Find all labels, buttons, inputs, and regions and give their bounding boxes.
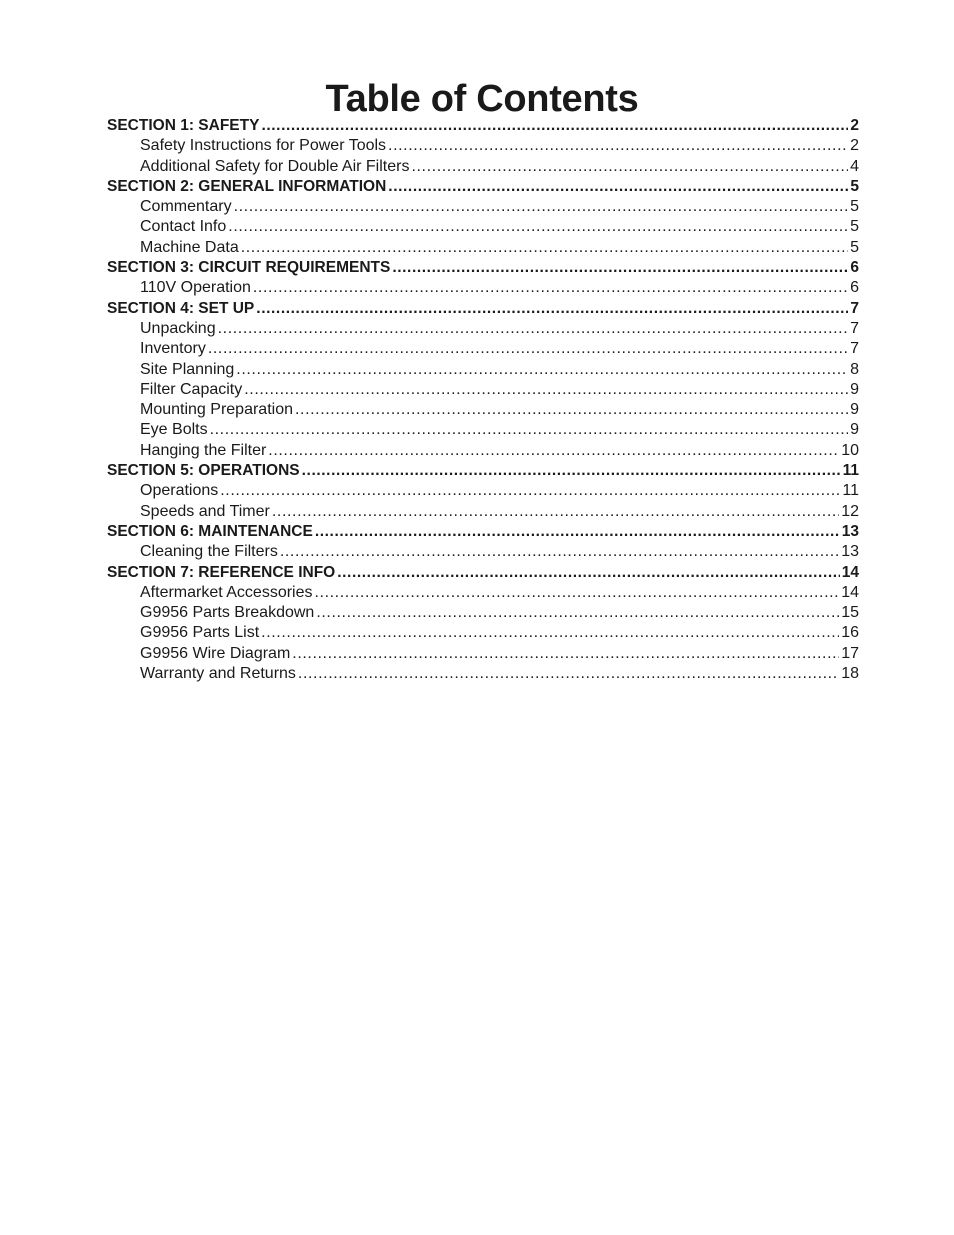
toc-entry-page-number: 13 — [841, 543, 859, 561]
dot-leader — [253, 278, 848, 298]
toc-entry-label: Operations — [140, 482, 219, 500]
dot-leader — [220, 481, 840, 501]
toc-entry-label: 110V Operation — [140, 279, 251, 297]
toc-entry-label: SECTION 4: SET UP — [107, 299, 255, 317]
toc-entry-page-number: 9 — [850, 380, 859, 398]
dot-leader — [256, 299, 848, 319]
toc-entry-label: Inventory — [140, 340, 206, 358]
toc-entry-page-number: 13 — [841, 522, 859, 540]
toc-entry-label: Contact Info — [140, 218, 227, 236]
toc-subsection-entry[interactable] — [107, 664, 859, 684]
toc-entry-label: Cleaning the Filters — [140, 543, 278, 561]
toc-subsection-entry[interactable] — [107, 238, 859, 258]
dot-leader — [241, 238, 848, 258]
toc-entry-label: Warranty and Returns — [140, 665, 296, 683]
dot-leader — [268, 441, 839, 461]
toc-entry-page-number: 9 — [850, 421, 859, 439]
dot-leader — [315, 522, 840, 542]
toc-subsection-entry[interactable] — [107, 481, 859, 501]
toc-entry-page-number: 5 — [850, 238, 859, 256]
toc-entry-page-number: 14 — [841, 583, 859, 601]
toc-entry-label: SECTION 1: SAFETY — [107, 117, 260, 134]
toc-entry-page-number: 12 — [841, 502, 859, 520]
toc-entry-label: Mounting Preparation — [140, 401, 293, 419]
toc-entry-label: G9956 Wire Diagram — [140, 644, 291, 662]
toc-section-entry[interactable] — [107, 563, 859, 583]
page-title: Table of Contents — [325, 78, 639, 120]
toc-subsection-entry[interactable] — [107, 136, 859, 156]
toc-subsection-entry[interactable] — [107, 583, 859, 603]
toc-section-entry[interactable] — [107, 258, 859, 278]
toc-subsection-entry[interactable] — [107, 623, 859, 643]
toc-entry-page-number: 15 — [841, 604, 859, 622]
toc-entry-page-number: 17 — [841, 644, 859, 662]
dot-leader — [302, 461, 841, 481]
toc-subsection-entry[interactable] — [107, 400, 859, 420]
dot-leader — [411, 157, 848, 177]
toc-subsection-entry[interactable] — [107, 360, 859, 380]
toc-subsection-entry[interactable] — [107, 278, 859, 298]
dot-leader — [280, 542, 839, 562]
toc-section-entry[interactable] — [107, 522, 859, 542]
toc-entry-page-number: 11 — [842, 462, 859, 480]
toc-subsection-entry[interactable] — [107, 339, 859, 359]
toc-entry-label: Safety Instructions for Power Tools — [140, 137, 387, 155]
toc-subsection-entry[interactable] — [107, 319, 859, 339]
toc-entry-page-number: 9 — [850, 401, 859, 419]
toc-entry-label: Filter Capacity — [140, 380, 243, 398]
toc-entry-label: Eye Bolts — [140, 421, 208, 439]
dot-leader — [234, 197, 849, 217]
toc-entry-page-number: 4 — [850, 157, 859, 175]
toc-entry-page-number: 14 — [841, 563, 859, 581]
toc-entry-page-number: 11 — [842, 482, 859, 500]
dot-leader — [292, 644, 839, 664]
toc-entry-label: SECTION 2: GENERAL INFORMATION — [107, 177, 387, 195]
dot-leader — [261, 116, 848, 136]
toc-entry-label: Machine Data — [140, 238, 239, 256]
toc-entry-label: Commentary — [140, 198, 232, 216]
toc-entry-label: Site Planning — [140, 360, 235, 378]
toc-entry-page-number: 5 — [850, 218, 859, 236]
toc-entry-label: SECTION 7: REFERENCE INFO — [107, 563, 336, 581]
toc-entry-page-number: 10 — [841, 441, 859, 459]
toc-subsection-entry[interactable] — [107, 197, 859, 217]
toc-subsection-entry[interactable] — [107, 157, 859, 177]
dot-leader — [208, 339, 848, 359]
toc-subsection-entry[interactable] — [107, 644, 859, 664]
toc-entry-page-number: 6 — [850, 279, 859, 297]
toc-entry-page-number: 6 — [850, 259, 859, 277]
dot-leader — [218, 319, 848, 339]
toc-subsection-entry[interactable] — [107, 420, 859, 440]
toc-entry-label: Hanging the Filter — [140, 441, 267, 459]
toc-section-entry[interactable] — [107, 461, 859, 481]
dot-leader — [298, 664, 839, 684]
toc-entry-label: SECTION 3: CIRCUIT REQUIREMENTS — [107, 259, 391, 277]
dot-leader — [228, 217, 848, 237]
toc-entry-label: Unpacking — [140, 319, 216, 337]
toc-subsection-entry[interactable] — [107, 542, 859, 562]
dot-leader — [315, 583, 840, 603]
dot-leader — [244, 380, 848, 400]
toc-subsection-entry[interactable] — [107, 603, 859, 623]
dot-leader — [272, 502, 839, 522]
toc-entry-label: G9956 Parts List — [140, 624, 260, 642]
toc-entry-page-number: 8 — [850, 360, 859, 378]
toc-subsection-entry[interactable] — [107, 441, 859, 461]
toc-entry-label: Additional Safety for Double Air Filters — [140, 157, 410, 175]
toc-section-entry[interactable] — [107, 299, 859, 319]
toc-entry-label: SECTION 6: MAINTENANCE — [107, 522, 313, 540]
dot-leader — [236, 360, 848, 380]
table-of-contents — [107, 116, 859, 684]
toc-entry-page-number: 16 — [841, 624, 859, 642]
toc-section-entry[interactable] — [107, 116, 859, 136]
dot-leader — [210, 420, 849, 440]
toc-subsection-entry[interactable] — [107, 380, 859, 400]
dot-leader — [388, 177, 848, 197]
toc-entry-page-number: 2 — [850, 137, 859, 155]
dot-leader — [316, 603, 839, 623]
toc-entry-page-number: 7 — [850, 319, 859, 337]
toc-entry-page-number: 5 — [850, 177, 859, 195]
dot-leader — [261, 623, 839, 643]
toc-subsection-entry[interactable] — [107, 217, 859, 237]
dot-leader — [337, 563, 840, 583]
dot-leader — [295, 400, 848, 420]
toc-entry-label: Aftermarket Accessories — [140, 583, 313, 601]
toc-entry-label: G9956 Parts Breakdown — [140, 604, 315, 622]
toc-subsection-entry[interactable] — [107, 502, 859, 522]
toc-entry-page-number: 18 — [841, 665, 859, 683]
dot-leader — [388, 136, 848, 156]
toc-entry-page-number: 2 — [850, 117, 859, 134]
toc-entry-page-number: 5 — [850, 198, 859, 216]
toc-entry-page-number: 7 — [850, 340, 859, 358]
toc-entry-page-number: 7 — [850, 299, 859, 317]
toc-entry-label: SECTION 5: OPERATIONS — [107, 462, 300, 480]
toc-entry-label: Speeds and Timer — [140, 502, 270, 520]
toc-section-entry[interactable] — [107, 177, 859, 197]
dot-leader — [392, 258, 848, 278]
